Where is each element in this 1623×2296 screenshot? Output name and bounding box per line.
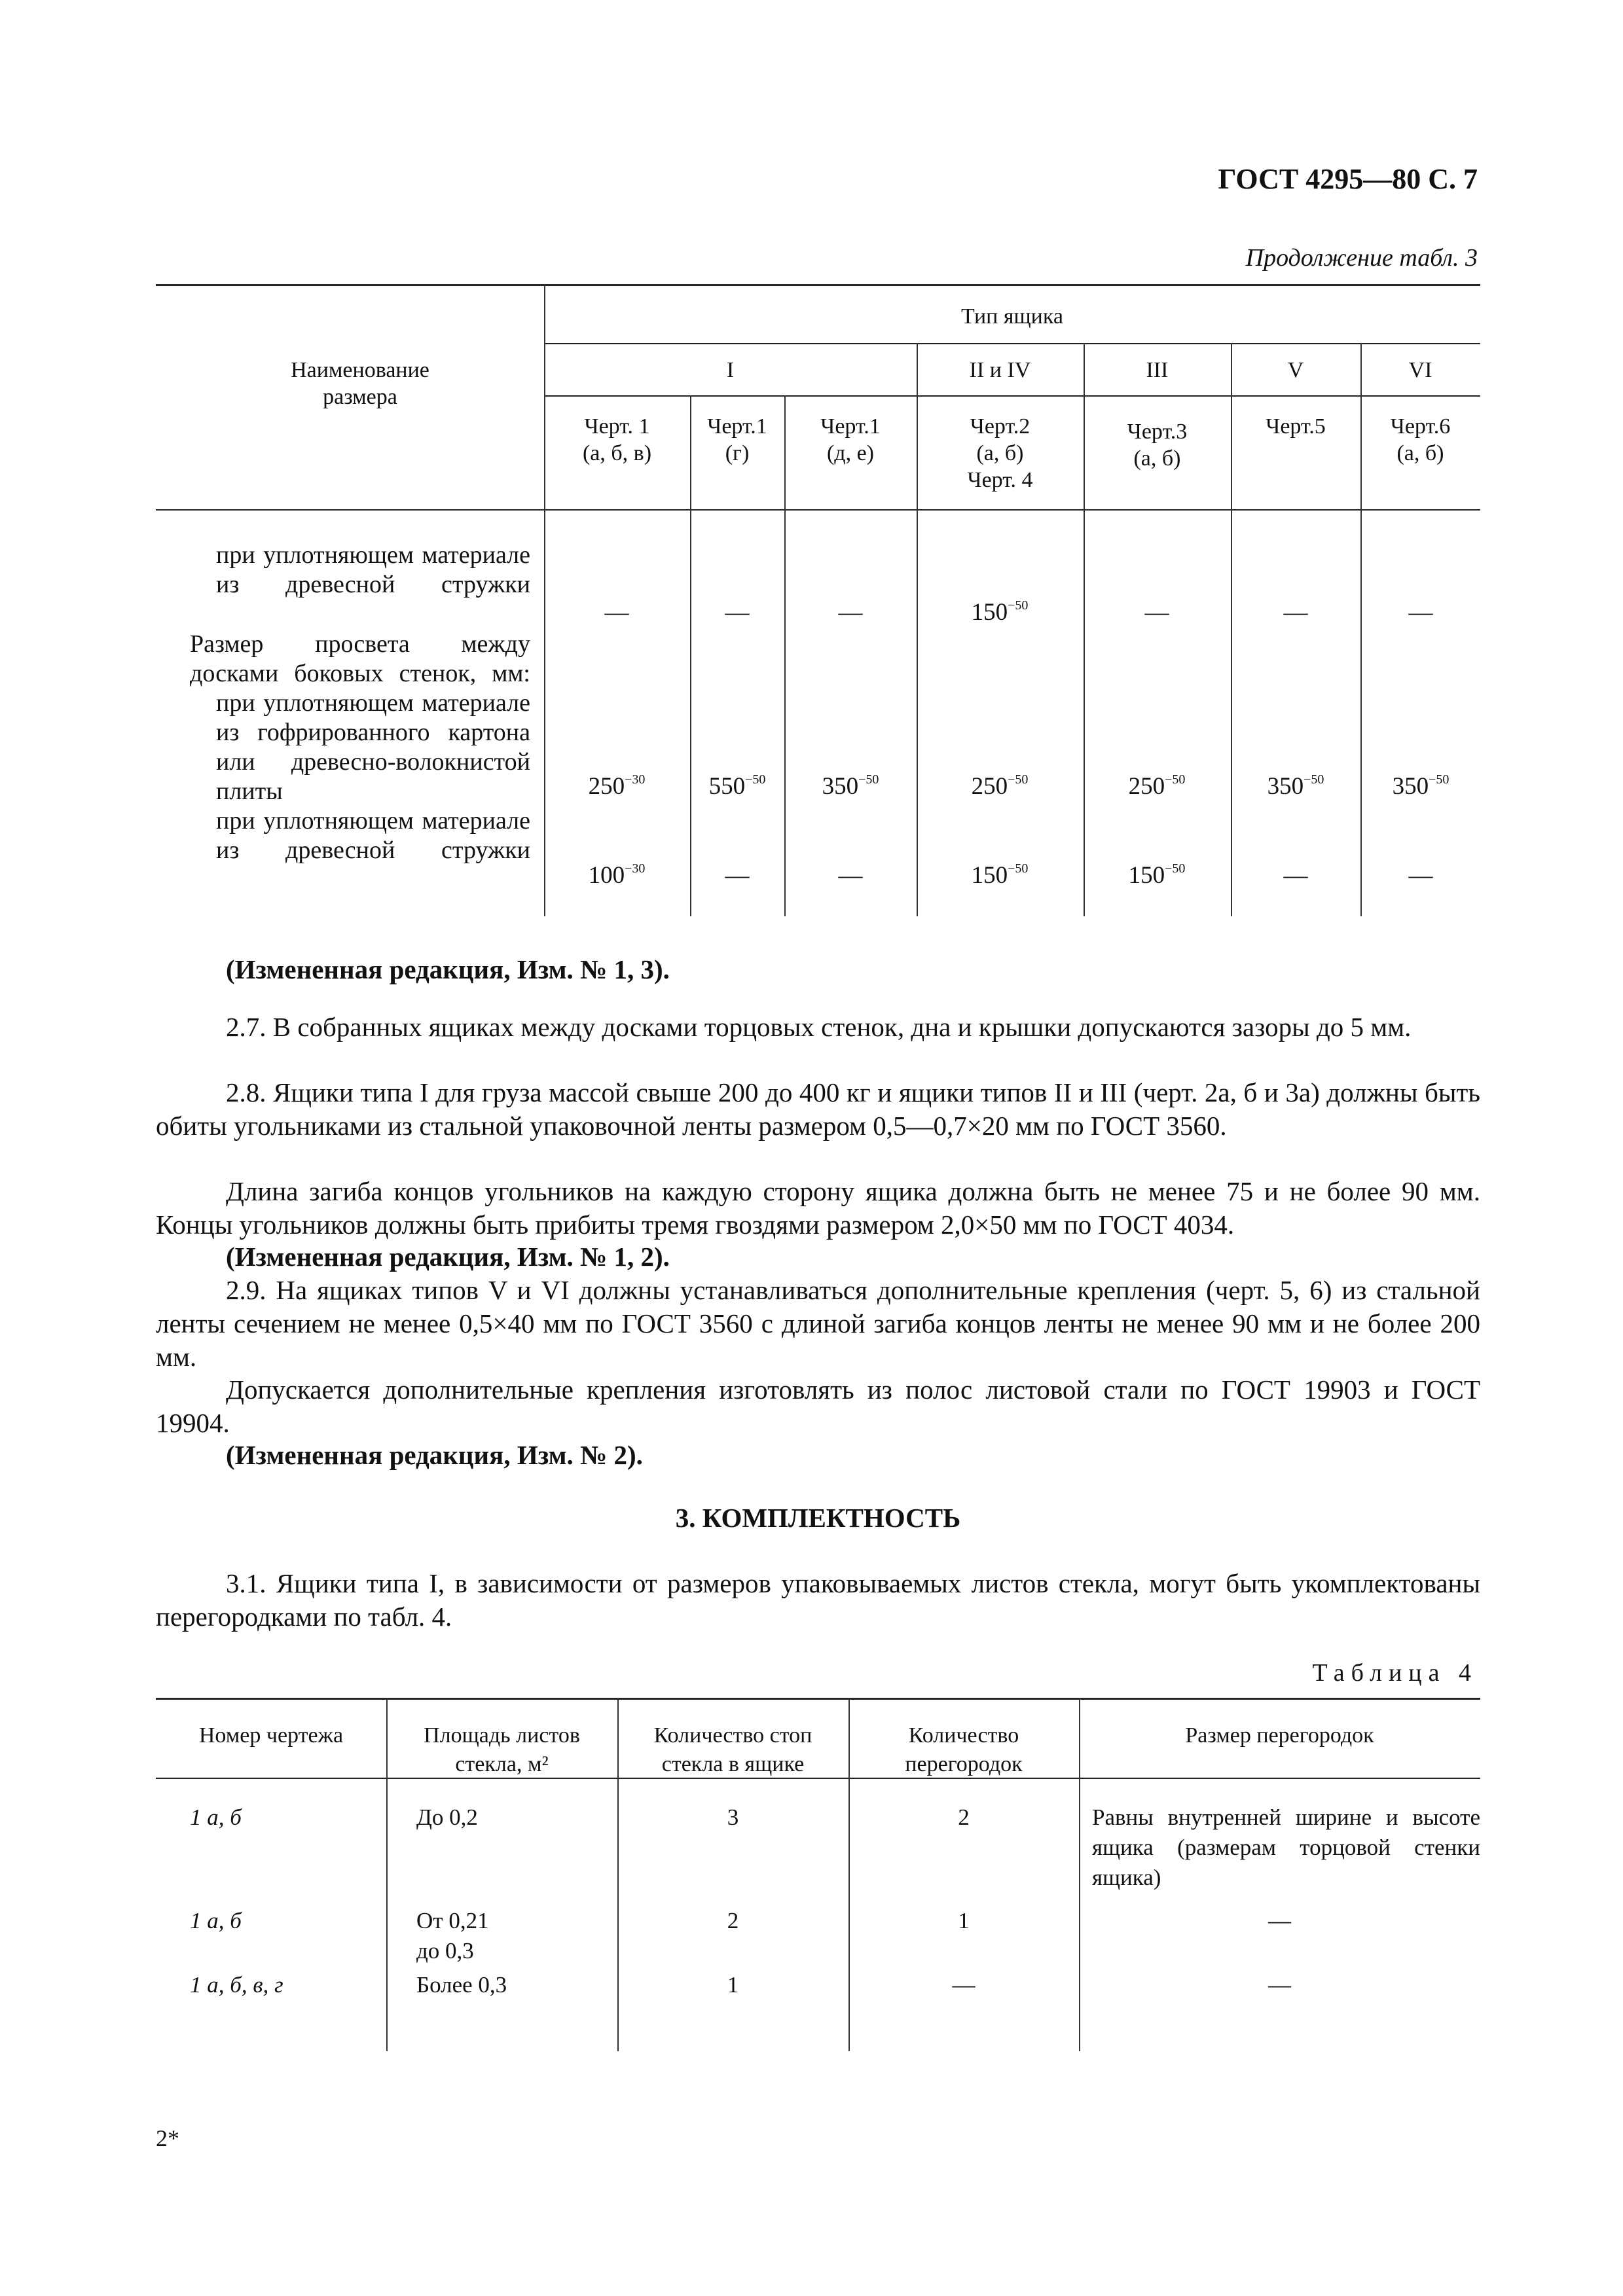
- table4-cell: 1 а, б, в, г: [190, 1972, 283, 1998]
- table-value: $150^{-50}$: [971, 598, 1029, 626]
- amendment-note-2: (Измененная редакция, Изм. № 1, 2).: [226, 1242, 670, 1272]
- table-top-rule: [156, 284, 1480, 286]
- table4-cell: —: [952, 1972, 976, 1998]
- table-value: $150^{-50}$: [1128, 861, 1186, 889]
- paragraph-3-1: 3.1. Ящики типа I, в зависимости от размеров упаковываемых листов стекла, могут быть укомплектованы перегородками по табл. 4.: [156, 1568, 1480, 1632]
- table4-cell: 2: [958, 1804, 970, 1830]
- table4-cell: До 0,2: [416, 1804, 478, 1830]
- table4-cell: 1 а, б: [190, 1908, 242, 1933]
- table-value: $250^{-50}$: [971, 772, 1029, 800]
- table4-cell: 1 а, б: [190, 1804, 242, 1830]
- table-value: —: [604, 599, 629, 626]
- subhead-7: Черт.6 (а, б): [1390, 414, 1451, 465]
- row-label-3: при уплотняющем материале из гофрированного картона или древесно-волокнистой плиты: [216, 689, 530, 805]
- table4-cell: Более 0,3: [416, 1972, 507, 1998]
- subhead-5: Черт.3 (а, б): [1127, 420, 1188, 471]
- table-column-rule: [690, 395, 691, 916]
- table4-header-4: Количество перегородок: [905, 1723, 1023, 1776]
- subhead-2: Черт.1 (г): [707, 414, 767, 465]
- table4-cell: 3: [727, 1804, 739, 1830]
- row-label-1: при уплотняющем материале из древесной стружки: [216, 541, 530, 598]
- table-value: $250^{-30}$: [588, 772, 646, 800]
- page-footer-mark: 2*: [156, 2125, 179, 2151]
- table-column-rule: [386, 1698, 388, 2051]
- subhead-6: Черт.5: [1266, 414, 1326, 439]
- table-4-caption: Таблица 4: [1312, 1659, 1478, 1687]
- table4-cell: Равны внутренней ширине и высоте ящика (размерам торцовой стенки ящика): [1092, 1804, 1480, 1890]
- row-label-4: при уплотняющем материале из древесной стружки: [216, 807, 530, 864]
- table-value: $550^{-50}$: [708, 772, 766, 800]
- table-value: —: [725, 599, 750, 626]
- table-value: $350^{-50}$: [1392, 772, 1450, 800]
- table-value: $350^{-50}$: [1267, 772, 1324, 800]
- table4-header-3: Количество стоп стекла в ящике: [653, 1723, 812, 1776]
- table-value: $250^{-50}$: [1128, 772, 1186, 800]
- table-value: —: [1283, 862, 1308, 889]
- group-head-4: V: [1287, 358, 1304, 382]
- subhead-1: Черт. 1 (а, б, в): [582, 414, 652, 465]
- table4-cell: —: [1268, 1972, 1291, 1998]
- table-head-name: Наименование размера: [291, 358, 429, 409]
- table4-cell: От 0,21 до 0,3: [416, 1908, 489, 1964]
- table4-header-5: Размер перегородок: [1185, 1723, 1374, 1748]
- paragraph-2-9-b: Допускается дополнительные крепления изготовлять из полос листовой стали по ГОСТ 19903 и ГОСТ 19904.: [156, 1374, 1480, 1438]
- group-head-5: VI: [1408, 358, 1432, 382]
- table-value: $350^{-50}$: [822, 772, 879, 800]
- table-value: —: [838, 599, 863, 626]
- paragraph-2-7: 2.7. В собранных ящиках между досками торцовых стенок, дна и крышки допускаются зазоры до 5 мм.: [226, 1012, 1412, 1042]
- page-header: ГОСТ 4295—80 С. 7: [1218, 163, 1478, 195]
- table4-cell: 1: [958, 1908, 970, 1933]
- table-value: —: [1408, 599, 1433, 626]
- paragraph-2-8-b: Длина загиба концов угольников на каждую сторону ящика должна быть не менее 75 и не более 90 мм. Концы угольников должны быть прибиты тремя гвоздями размером 2,0×50 мм по ГОСТ 4034.: [156, 1176, 1480, 1240]
- table-value: —: [1144, 599, 1169, 626]
- table-rule: [544, 343, 1480, 344]
- table-head-rule: [156, 509, 1480, 511]
- table-value: —: [1408, 862, 1433, 889]
- table4-cell: 1: [727, 1972, 739, 1998]
- table4-header-1: Номер чертежа: [198, 1723, 344, 1748]
- table-value: —: [725, 862, 750, 889]
- table-value: —: [838, 862, 863, 889]
- paragraph-2-9: 2.9. На ящиках типов V и VI должны устанавливаться дополнительные крепления (черт. 5, 6) из стальной ленты сечением не менее 0,5×40 мм по ГОСТ 3560 с длиной загиба концов ленты не менее 90 мм и не более 200 мм.: [156, 1275, 1480, 1372]
- table-continuation-label: Продолжение табл. 3: [1245, 244, 1478, 272]
- subhead-4: Черт.2 (а, б) Черт. 4: [967, 414, 1033, 492]
- subhead-3: Черт.1 (д, е): [820, 414, 881, 465]
- section-title: 3. КОМПЛЕКТНОСТЬ: [675, 1503, 961, 1533]
- table-rule: [544, 395, 1480, 397]
- group-head-3: III: [1146, 358, 1169, 382]
- table-top-rule: [156, 1698, 1480, 1700]
- table4-header-2: Площадь листов стекла, м²: [424, 1723, 580, 1776]
- amendment-note-3: (Измененная редакция, Изм. № 2).: [226, 1440, 643, 1470]
- table-column-rule: [784, 395, 786, 916]
- group-head-1: I: [726, 358, 735, 382]
- row-label-2: Размер просвета между досками боковых стенок, мм:: [190, 630, 530, 687]
- table-value: $150^{-50}$: [971, 861, 1029, 889]
- amendment-note-1: (Измененная редакция, Изм. № 1, 3).: [226, 954, 670, 984]
- table4-cell: 2: [727, 1908, 739, 1933]
- table4-cell: —: [1268, 1908, 1291, 1933]
- paragraph-2-8: 2.8. Ящики типа I для груза массой свыше 200 до 400 кг и ящики типов II и III (черт. 2а, б и 3а) должны быть обиты угольниками из стальной упаковочной ленты размером 0,5—0,7×20 мм по ГОСТ 3560.: [156, 1077, 1480, 1141]
- group-head-2: II и IV: [969, 358, 1031, 382]
- table-value: —: [1283, 599, 1308, 626]
- table-head-type: Тип ящика: [961, 304, 1063, 329]
- table-value: $100^{-30}$: [588, 861, 646, 889]
